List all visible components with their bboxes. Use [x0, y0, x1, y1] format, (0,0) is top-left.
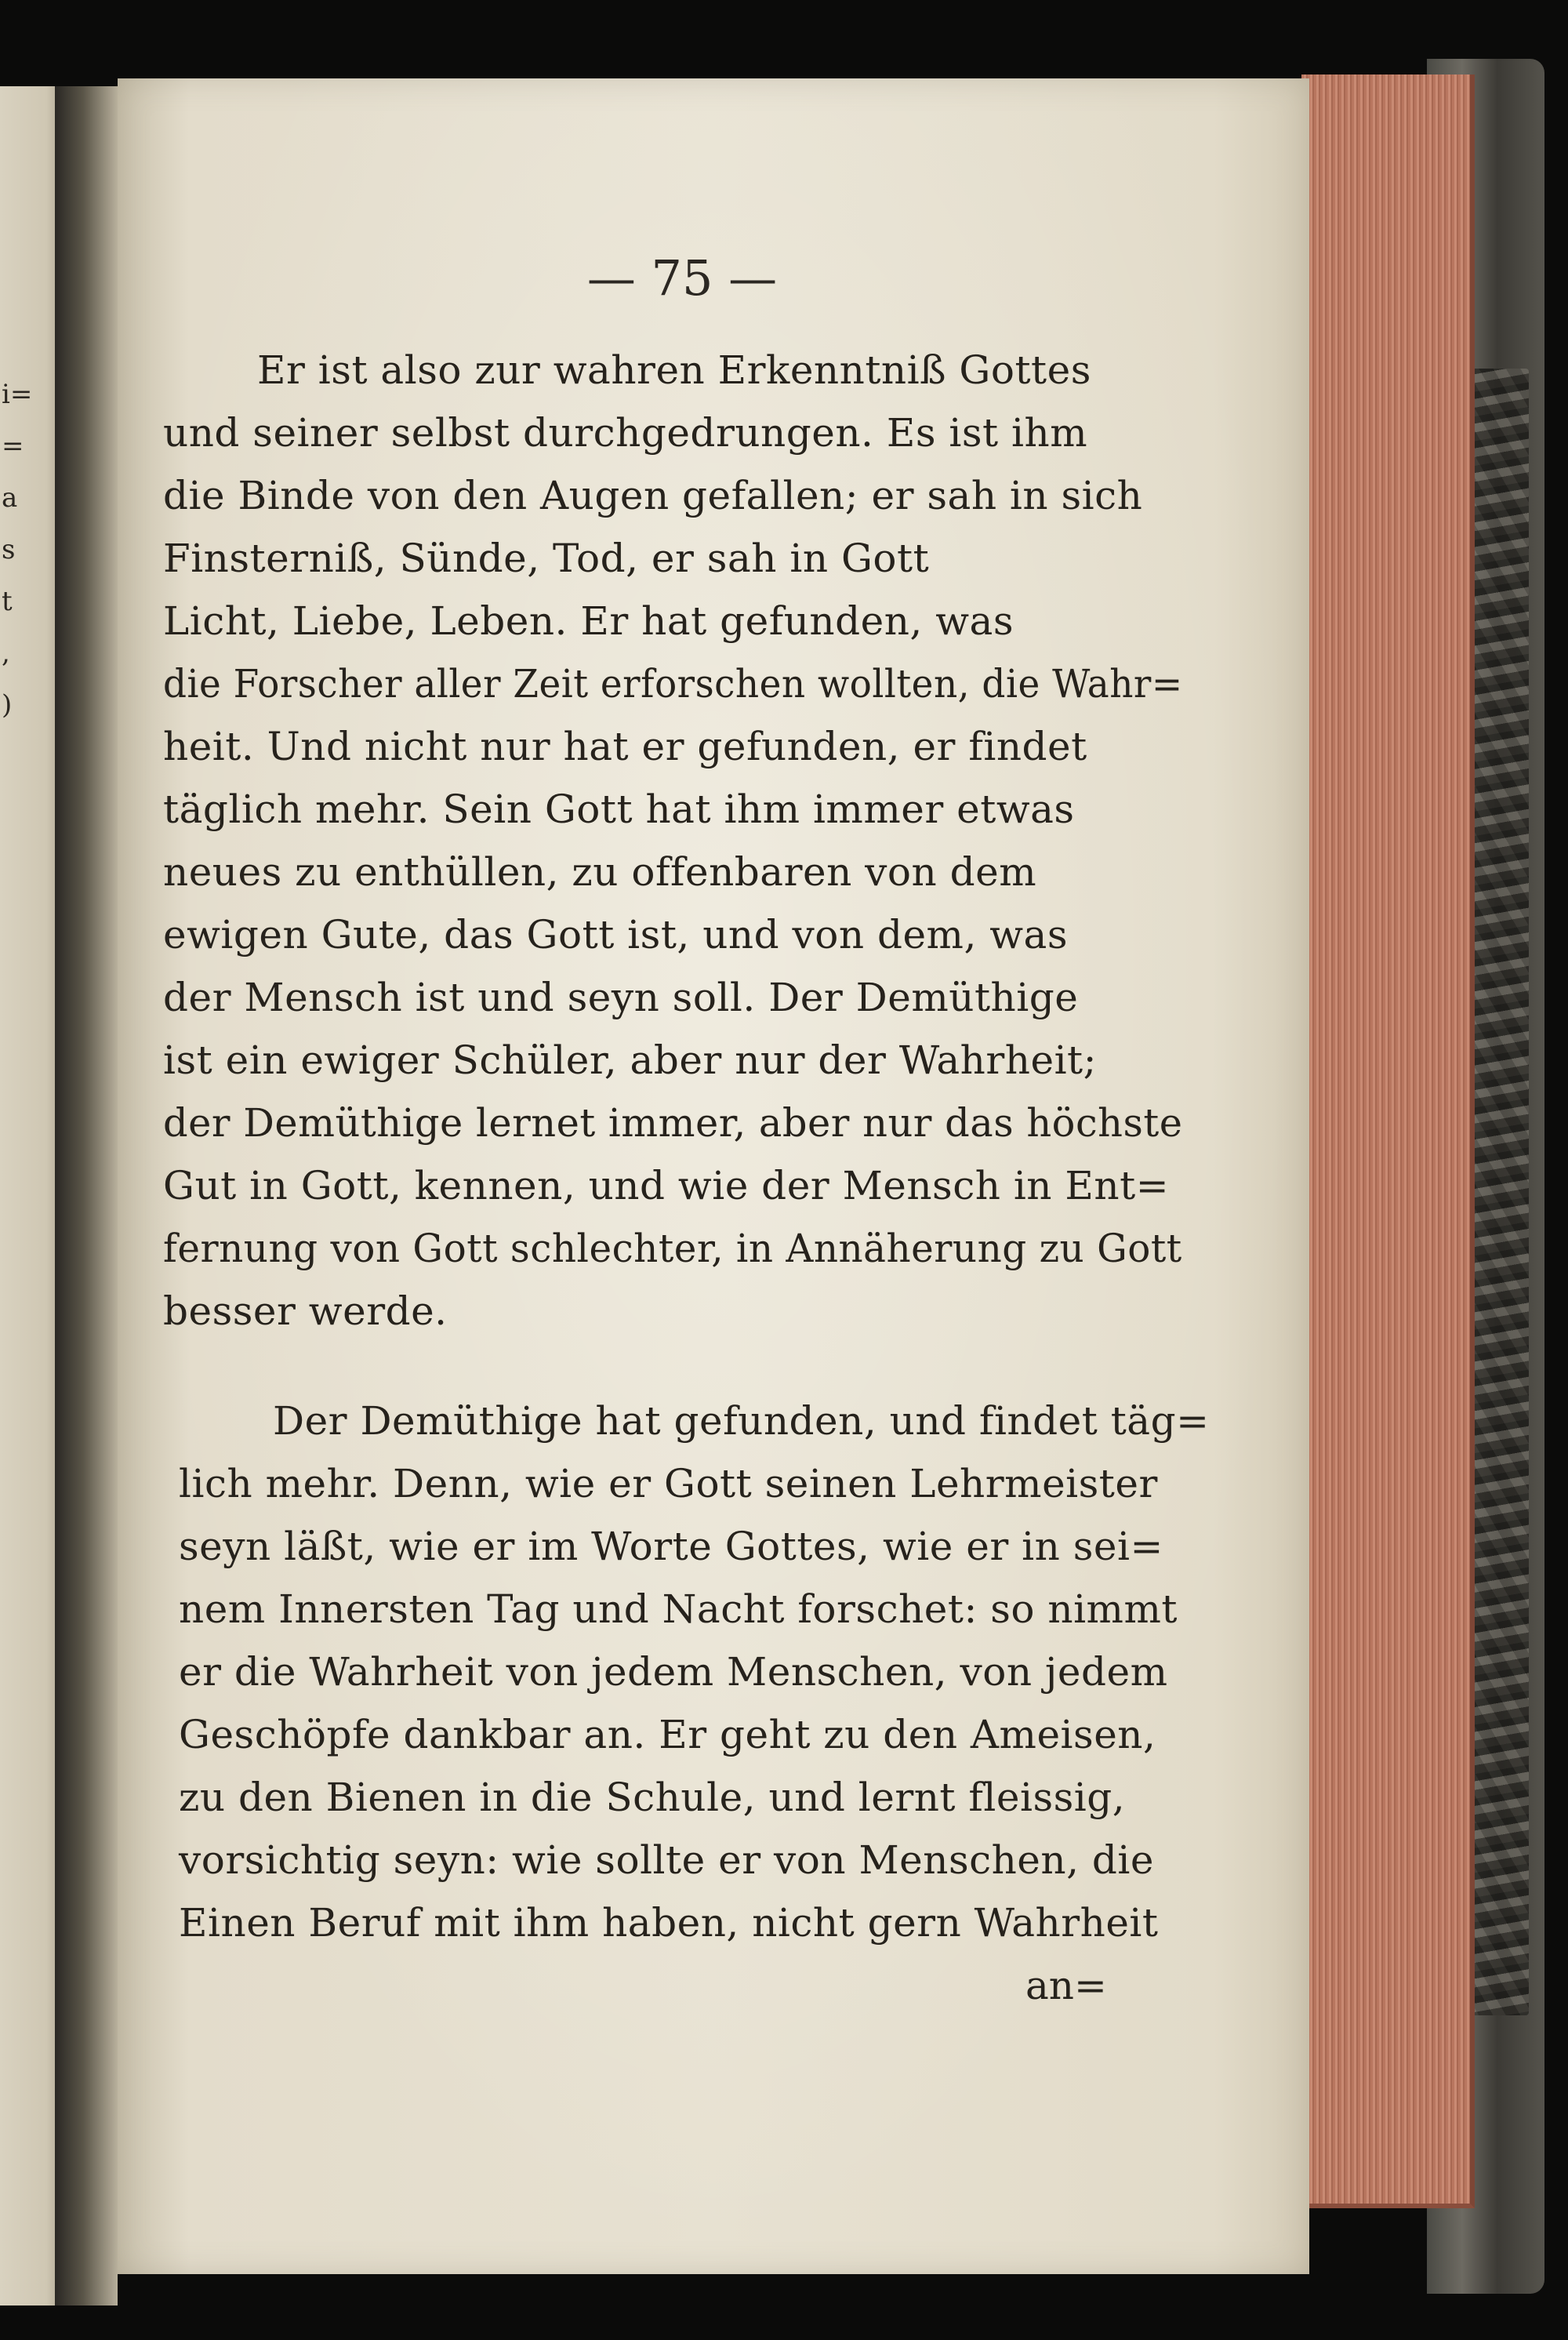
text-line: der Demüthige lernet immer, aber nur das höchste	[163, 1100, 1183, 1146]
text-line: ist ein ewiger Schüler, aber nur der Wahrheit;	[163, 1037, 1097, 1083]
text-line: seyn läßt, wie er im Worte Gottes, wie er in sei=	[179, 1524, 1163, 1569]
text-line: Der Demüthige hat gefunden, und findet täg=	[273, 1398, 1210, 1444]
text-line: er die Wahrheit von jedem Menschen, von jedem	[179, 1649, 1168, 1695]
facing-page-fragment: =	[2, 431, 24, 462]
text-line: Finsterniß, Sünde, Tod, er sah in Gott	[163, 536, 930, 581]
text-line: die Binde von den Augen gefallen; er sah in sich	[163, 473, 1143, 518]
facing-page-fragment: ,	[2, 638, 10, 669]
text-line: lich mehr. Denn, wie er Gott seinen Lehrmeister	[179, 1461, 1158, 1506]
text-line: fernung von Gott schlechter, in Annäherung zu Gott	[163, 1226, 1182, 1271]
text-line: und seiner selbst durchgedrungen. Es ist ihm	[163, 410, 1088, 456]
text-line: Er ist also zur wahren Erkenntniß Gottes	[257, 347, 1091, 393]
text-line: besser werde.	[163, 1288, 448, 1334]
book-gutter	[55, 86, 118, 2305]
facing-page-fragment: )	[2, 689, 13, 721]
text-line: neues zu enthüllen, zu offenbaren von dem	[163, 849, 1037, 895]
marbled-cover-edge	[1466, 369, 1529, 2015]
text-line: zu den Bienen in die Schule, und lernt fleissig,	[179, 1775, 1126, 1820]
text-line: die Forscher aller Zeit erforschen wollten, die Wahr=	[163, 661, 1183, 707]
book-page	[118, 78, 1309, 2274]
text-line: nem Innersten Tag und Nacht forschet: so nimmt	[179, 1586, 1178, 1632]
facing-page-fragment: s	[2, 534, 16, 565]
text-line: Geschöpfe dankbar an. Er geht zu den Ameisen,	[179, 1712, 1156, 1757]
page-fore-edge	[1301, 74, 1475, 2208]
text-line: Einen Beruf mit ihm haben, nicht gern Wahrheit	[179, 1900, 1159, 1946]
text-line: Licht, Liebe, Leben. Er hat gefunden, was	[163, 598, 1014, 644]
text-line: der Mensch ist und seyn soll. Der Demüthige	[163, 975, 1079, 1020]
page-number: — 75 —	[586, 249, 778, 307]
text-line: vorsichtig seyn: wie sollte er von Menschen, die	[179, 1837, 1154, 1883]
text-line: Gut in Gott, kennen, und wie der Mensch in Ent=	[163, 1163, 1170, 1208]
facing-page-fragment: a	[2, 482, 18, 514]
facing-page-fragment: t	[2, 586, 13, 617]
facing-page-text-fragments	[2, 369, 33, 731]
catchword: an=	[1025, 1963, 1107, 2008]
text-line: ewigen Gute, das Gott ist, und von dem, was	[163, 912, 1069, 957]
facing-page-fragment: i=	[2, 379, 33, 410]
text-line: täglich mehr. Sein Gott hat ihm immer etwas	[163, 787, 1075, 832]
text-line: heit. Und nicht nur hat er gefunden, er findet	[163, 724, 1087, 769]
